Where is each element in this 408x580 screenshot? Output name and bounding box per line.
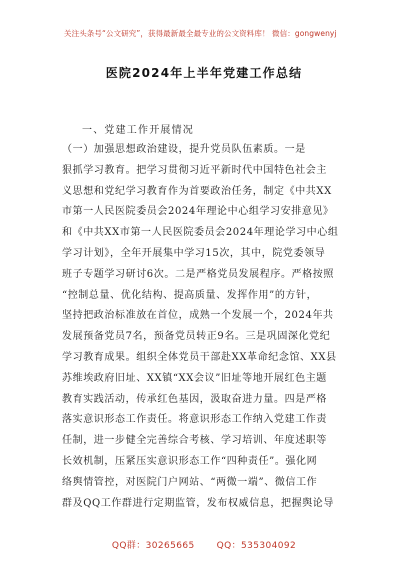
section-heading: 一、党建工作开展情况 [82, 125, 194, 136]
body-line: 教育实践活动，传承红色基因，汲取奋进力量。四是严格 [62, 393, 327, 405]
promo-banner: 关注头条号“公文研究”，获得最新最全最专业的公文资料库！ 微信：gongwenyj [64, 29, 337, 38]
body-line: 义思想和党纪学习教育作为首要政治任务，制定《中共XX [62, 185, 332, 197]
body-line: 班子专题学习研讨6次。二是严格党员发展程序。严格按照 [62, 268, 334, 280]
body-text [62, 140, 354, 514]
contact-footer [0, 538, 408, 551]
body-line: 和《中共XX市第一人民医院委员会2024年理论学习中心组 [62, 227, 339, 239]
body-line: 狠抓学习教育。把学习贯彻习近平新时代中国特色社会主 [62, 164, 327, 176]
body-line: 长效机制，压紧压实意识形态工作“四种责任”。强化网 [62, 455, 318, 467]
qq-group-label: QQ群： [111, 541, 146, 551]
body-line: 络舆情管控，对医院门户网站、“两微一端”、微信工作 [62, 476, 318, 488]
qq-group-number: 30265665 [145, 541, 195, 551]
body-line: 落实意识形态工作责任。将意识形态工作纳入党建工作责 [62, 414, 327, 426]
body-line: 群及QQ工作群进行定期监管，发布权威信息，把握舆论导 [62, 497, 334, 509]
qq-label: QQ： [216, 541, 242, 551]
document-title: 医院2024年上半年党建工作总结 [105, 66, 303, 80]
body-line: 任制，进一步健全完善综合考核、学习培训、年度述职等 [62, 435, 327, 447]
body-line: 学习教育成果。组织全体党员干部赴XX革命纪念馆、XX县 [62, 351, 337, 363]
body-line: （一）加强思想政治建设，提升党员队伍素质。一是 [62, 144, 306, 155]
body-line: 市第一人民医院委员会2024年理论中心组学习安排意见》 [62, 206, 334, 218]
qq-number: 535304092 [241, 541, 297, 551]
body-line: 苏维埃政府旧址、XX镇“XX会议”旧址等地开展红色主题 [62, 372, 327, 384]
body-line: “控制总量、优化结构、提高质量、发挥作用”的方针， [62, 289, 318, 301]
body-line: 坚持把政治标准放在首位，成熟一个发展一个，2024年共 [62, 310, 334, 322]
body-line: 发展预备党员7名，预备党员转正9名。三是巩固深化党纪 [62, 331, 331, 343]
body-line: 学习计划》，全年开展集中学习15次，其中，院党委领导 [62, 247, 326, 259]
